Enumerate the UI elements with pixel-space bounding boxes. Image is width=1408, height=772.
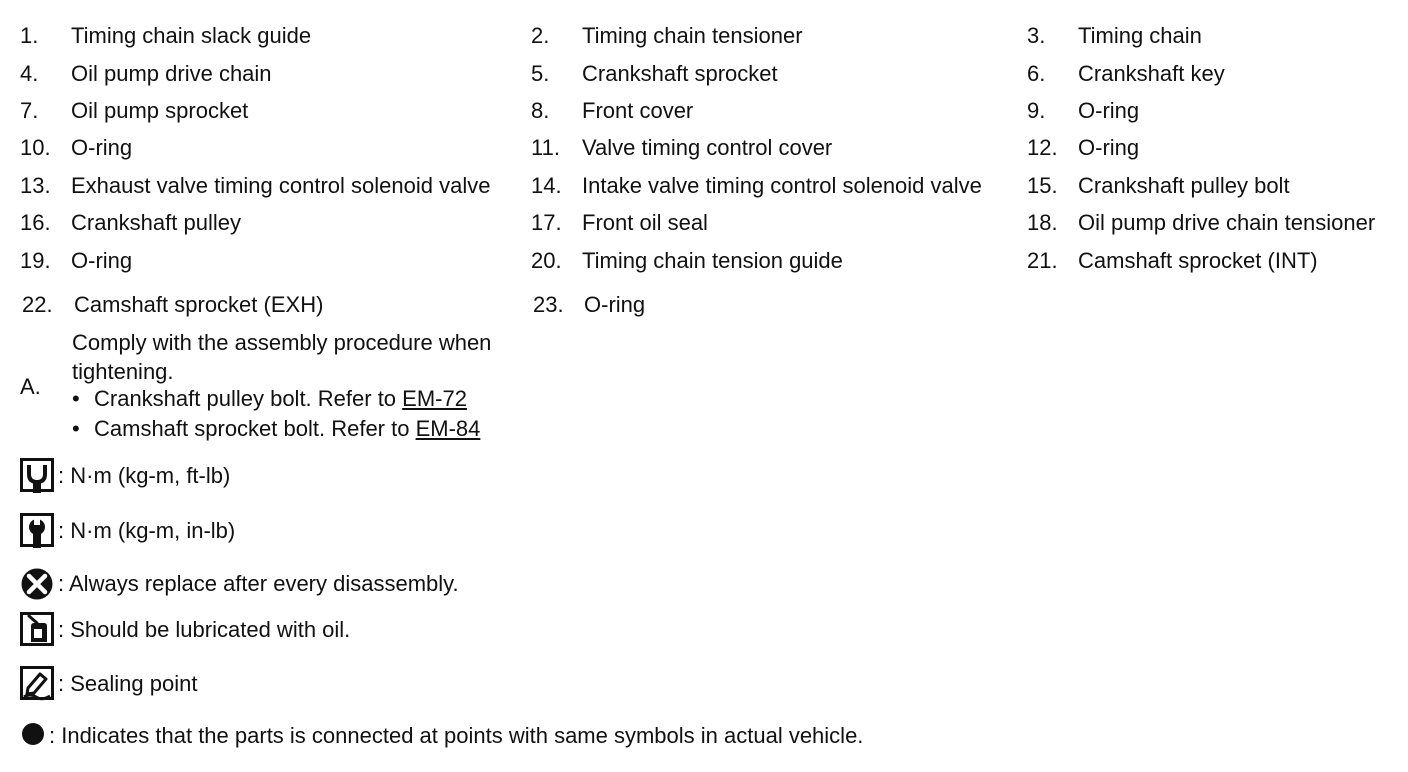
replace-icon: [20, 567, 54, 601]
legend-label: Oil pump sprocket: [71, 98, 249, 123]
connection-dot-icon: [20, 722, 48, 750]
legend-label: Timing chain: [1078, 23, 1202, 48]
symbol-text: : N·m (kg-m, in-lb): [58, 517, 236, 543]
symbol-row-connection: [20, 722, 863, 750]
legend-label: Front oil seal: [582, 210, 708, 235]
legend-label: Timing chain tensioner: [582, 23, 803, 48]
ref-link-em-72[interactable]: EM-72: [402, 386, 467, 411]
symbol-text: : N·m (kg-m, ft-lb): [58, 462, 231, 488]
legend-label: O-ring: [1078, 98, 1140, 123]
note-a: [20, 328, 540, 446]
legend-number: 10.: [20, 135, 51, 160]
legend-number: 4.: [20, 61, 39, 86]
legend-number: 11.: [531, 135, 560, 160]
note-bullet-1: • Crankshaft pulley bolt. Refer to EM-72: [72, 386, 467, 411]
symbol-row-lubricate: [20, 612, 350, 648]
symbol-text: : Sealing point: [58, 670, 198, 696]
legend-number: 23.: [533, 292, 564, 317]
symbol-row-replace: [20, 567, 459, 601]
symbol-text: : Should be lubricated with oil.: [58, 616, 351, 642]
oil-can-icon: [20, 612, 54, 648]
symbol-text: : Indicates that the parts is connected at points with same symbols in actual vehicle.: [49, 722, 864, 748]
legend-label: Crankshaft key: [1078, 61, 1225, 86]
legend-label: O-ring: [584, 292, 646, 317]
note-letter: A.: [20, 374, 41, 399]
legend-number: 5.: [531, 61, 550, 86]
legend-label: Timing chain slack guide: [71, 23, 312, 48]
legend-label: O-ring: [1078, 135, 1140, 160]
legend-number: 3.: [1027, 23, 1046, 48]
legend-label: Crankshaft pulley bolt: [1078, 173, 1290, 198]
legend-number: 1.: [20, 23, 39, 48]
legend-number: 2.: [531, 23, 550, 48]
legend-number: 8.: [531, 98, 550, 123]
legend-number: 14.: [531, 173, 562, 198]
legend-label: Intake valve timing control solenoid valve: [582, 173, 982, 198]
legend-number: 12.: [1027, 135, 1058, 160]
legend-label: Camshaft sprocket (INT): [1078, 248, 1318, 273]
legend-label: Camshaft sprocket (EXH): [74, 292, 324, 317]
symbol-row-sealing: [20, 666, 197, 702]
legend-label: Oil pump drive chain: [71, 61, 272, 86]
legend-label: Timing chain tension guide: [582, 248, 843, 273]
legend-number: 22.: [22, 292, 53, 317]
note-text: Comply with the assembly procedure when tightening.: [72, 330, 492, 384]
legend-number: 7.: [20, 98, 39, 123]
note-bullet-2: • Camshaft sprocket bolt. Refer to EM-84: [72, 416, 481, 441]
legend-label: Exhaust valve timing control solenoid valve: [71, 173, 491, 198]
legend-number: 15.: [1027, 173, 1058, 198]
legend-label: O-ring: [71, 135, 133, 160]
legend-label: Valve timing control cover: [582, 135, 833, 160]
legend-number: 6.: [1027, 61, 1046, 86]
small-torque-wrench-icon: [20, 513, 54, 549]
legend-label: Front cover: [582, 98, 694, 123]
legend-label: O-ring: [71, 248, 133, 273]
legend-number: 17.: [531, 210, 562, 235]
legend-number: 19.: [20, 248, 51, 273]
torque-wrench-icon: [20, 458, 54, 494]
legend-number: 13.: [20, 173, 51, 198]
legend-label: Crankshaft pulley: [71, 210, 241, 235]
legend-number: 18.: [1027, 210, 1058, 235]
sealant-icon: [20, 666, 54, 702]
legend-number: 16.: [20, 210, 51, 235]
bullet-text: Crankshaft pulley bolt. Refer to: [94, 386, 403, 411]
legend-number: 20.: [531, 248, 562, 273]
bullet-text: Camshaft sprocket bolt. Refer to: [94, 416, 416, 441]
legend-label: Oil pump drive chain tensioner: [1078, 210, 1376, 235]
symbol-row-torque-in-lb: [20, 513, 235, 549]
ref-link-em-84[interactable]: EM-84: [415, 416, 481, 441]
symbol-row-torque-ft-lb: [20, 458, 230, 494]
symbol-text: : Always replace after every disassembly.: [58, 570, 459, 596]
legend-number: 9.: [1027, 98, 1046, 123]
legend-label: Crankshaft sprocket: [582, 61, 778, 86]
legend-number: 21.: [1027, 248, 1058, 273]
